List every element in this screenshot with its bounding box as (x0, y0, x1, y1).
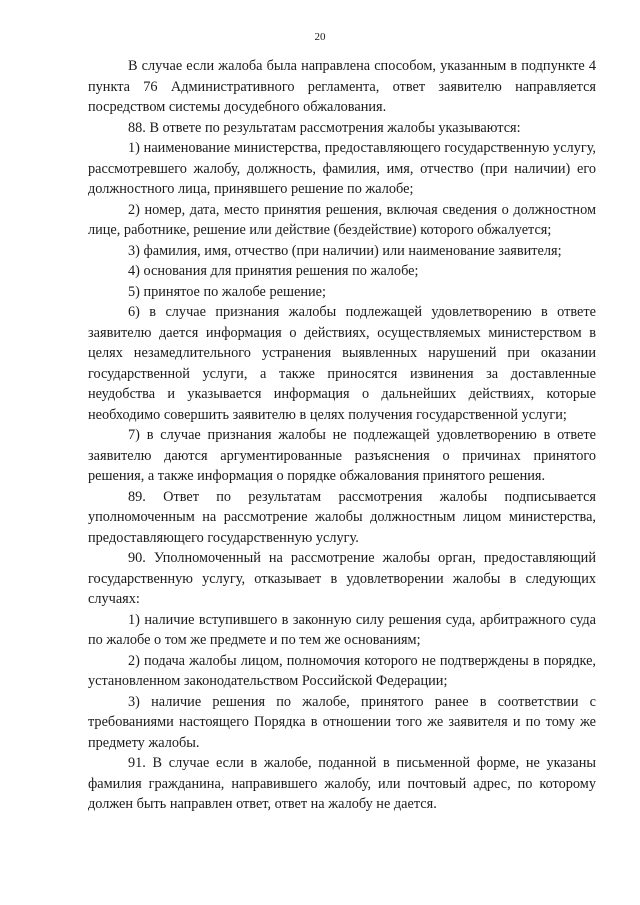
paragraph-ответ-система-досудебного-обжалования: В случае если жалоба была направлена способом, указанным в подпункте 4 пункта 76 Административного регламента, ответ заявителю направляется посредством системы досудебного обжалования. (88, 58, 596, 115)
paragraph-88-heading: 88. В ответе по результатам рассмотрения жалобы указываются: (128, 119, 521, 136)
page-number: 20 (314, 31, 326, 43)
paragraph-90-item-3: 3) наличие решения по жалобе, принятого ранее в соответствии с требованиями настоящего Порядка в отношении того же заявителя и по тому же предмету жалобы. (88, 693, 596, 751)
paragraph-90-item-1: 1) наличие вступившего в законную силу решения суда, арбитражного суда по жалобе о том же предмете и по тем же основаниям; (88, 611, 596, 648)
paragraph-90-heading: 90. Уполномоченный на рассмотрение жалобы орган, предоставляющий государственную услугу, отказывает в удовлетворении жалобы в следующих случаях: (88, 550, 596, 607)
paragraph-90-item-2: 2) подача жалобы лицом, полномочия которого не подтверждены в порядке, установленном законодательством Российской Федерации; (88, 652, 596, 689)
paragraph-88-item-7: 7) в случае признания жалобы не подлежащей удовлетворению в ответе заявителю даются аргументированные разъяснения о причинах принятого решения, а также информация о порядке обжалования принятого решения. (88, 427, 596, 484)
paragraph-88-item-2: 2) номер, дата, место принятия решения, включая сведения о должностном лице, работнике, решение или действие (бездействие) которого обжалуется; (88, 201, 596, 238)
paragraph-88-item-3: 3) фамилия, имя, отчество (при наличии) или наименование заявителя; (128, 242, 562, 259)
paragraph-89: 89. Ответ по результатам рассмотрения жалобы подписывается уполномоченным на рассмотрение жалобы должностным лицом министерства, предоставляющего государственную услугу. (88, 488, 596, 546)
paragraph-88-item-4: 4) основания для принятия решения по жалобе; (128, 263, 419, 279)
paragraph-91: 91. В случае если в жалобе, поданной в письменной форме, не указаны фамилия гражданина, направившего жалобу, или почтовый адрес, по которому должен быть направлен ответ, ответ на жалобу не дается. (88, 755, 596, 812)
paragraph-88-item-6: 6) в случае признания жалобы подлежащей удовлетворению в ответе заявителю дается информация о действиях, осуществляемых министерством в целях незамедлительного устранения выявленных нарушений при оказании государственной услуги, а также приносятся извинения за доставленные неудобства и указывается информация о дальнейших действиях, которые необходимо совершить заявителю в целях получения государственной услуги; (88, 304, 596, 423)
document-body (88, 56, 596, 815)
paragraph-88-item-1: 1) наименование министерства, предоставляющего государственную услугу, рассмотревшего жалобу, должность, фамилия, имя, отчество (при наличии) его должностного лица, принявшего решение по жалобе; (88, 140, 596, 197)
paragraph-88-item-5: 5) принятое по жалобе решение; (128, 283, 326, 300)
